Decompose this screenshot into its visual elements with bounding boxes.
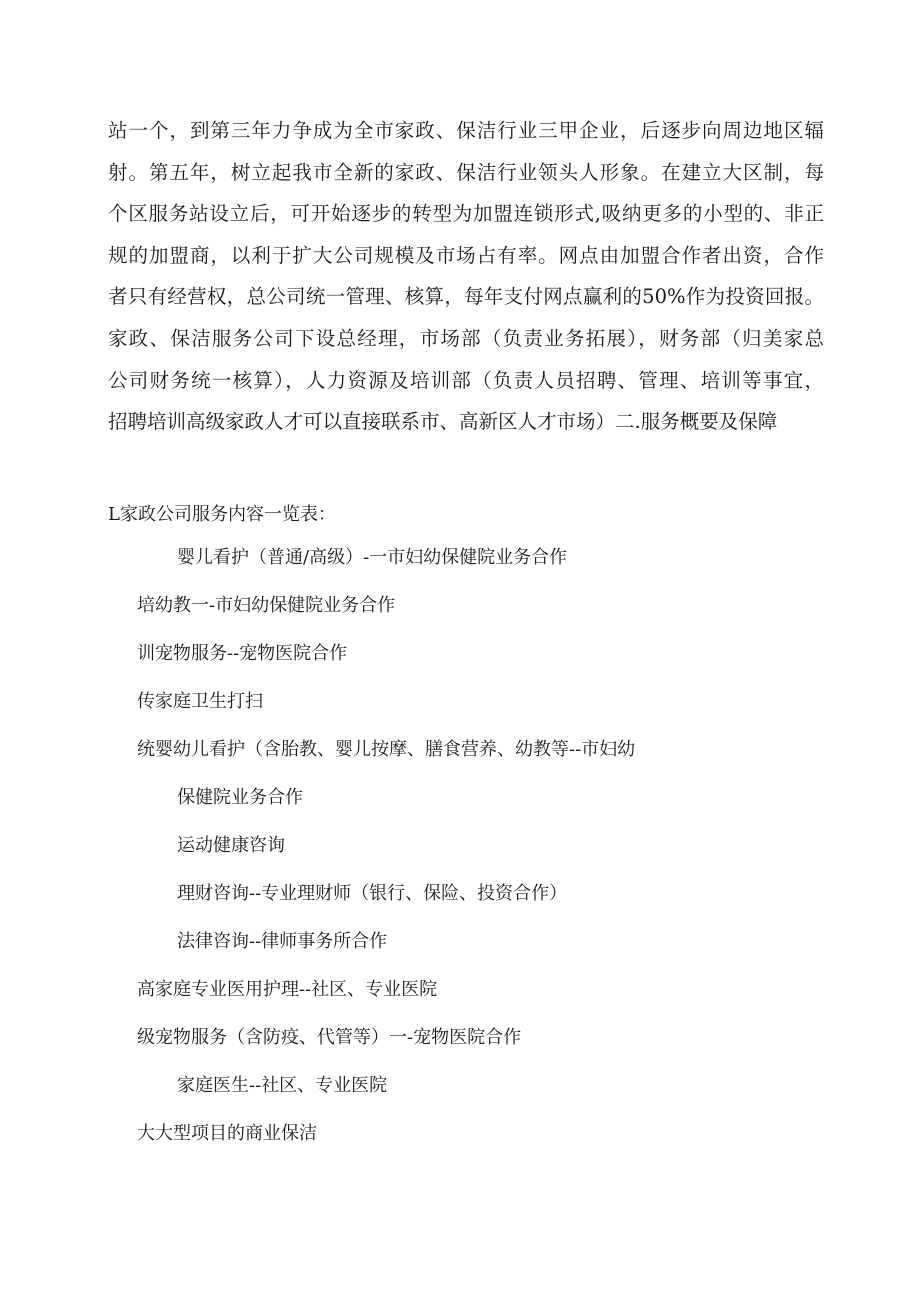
- paragraph-line: 个区服务站设立后，可开始逐步的转型为加盟连锁形式,吸纳更多的小型的、非正: [108, 202, 824, 226]
- service-item: 训宠物服务--宠物医院合作: [137, 643, 348, 664]
- service-item: 婴儿看护（普通/高级）-一市妇幼保健院业务合作: [177, 547, 568, 568]
- service-list-heading: L家政公司服务内容一览表：: [108, 504, 336, 525]
- paragraph-line: 者只有经营权，总公司统一管理、核算，每年支付网点赢利的50%作为投资回报。: [108, 285, 824, 309]
- paragraph-line: 射。第五年，树立起我市全新的家政、保洁行业领头人形象。在建立大区制，每: [108, 160, 824, 184]
- paragraph-line: 招聘培训高级家政人才可以直接联系市、高新区人才市场）二.服务概要及保障: [108, 410, 778, 434]
- body-paragraph: [108, 110, 824, 443]
- service-item: 传家庭卫生打扫: [137, 691, 263, 712]
- paragraph-line: 站一个，到第三年力争成为全市家政、保洁行业三甲企业，后逐步向周边地区辐: [108, 119, 824, 142]
- service-item: 运动健康咨询: [177, 835, 285, 856]
- service-item: 保健院业务合作: [177, 787, 303, 808]
- service-item: 家庭医生--社区、专业医院: [177, 1075, 388, 1096]
- paragraph-line: 规的加盟商，以利于扩大公司规模及市场占有率。网点由加盟合作者出资，合作: [108, 243, 824, 267]
- service-item: 高家庭专业医用护理--社区、专业医院: [137, 979, 438, 1000]
- paragraph-line: 家政、保洁服务公司下设总经理，市场部（负责业务拓展），财务部（归美家总: [108, 326, 824, 350]
- service-item: 法律咨询--律师事务所合作: [177, 931, 388, 952]
- paragraph-line: 公司财务统一核算），人力资源及培训部（负责人员招聘、管理、培训等事宜，: [108, 368, 824, 392]
- service-item: 大大型项目的商业保洁: [137, 1123, 317, 1144]
- service-item: 培幼教一-市妇幼保健院业务合作: [137, 595, 396, 616]
- service-item: 级宠物服务（含防疫、代管等）一-宠物医院合作: [137, 1027, 522, 1048]
- service-item: 统婴幼儿看护（含胎教、婴儿按摩、膳食营养、幼教等--市妇幼: [137, 739, 636, 760]
- service-item: 理财咨询--专业理财师（银行、保险、投资合作）: [177, 883, 568, 904]
